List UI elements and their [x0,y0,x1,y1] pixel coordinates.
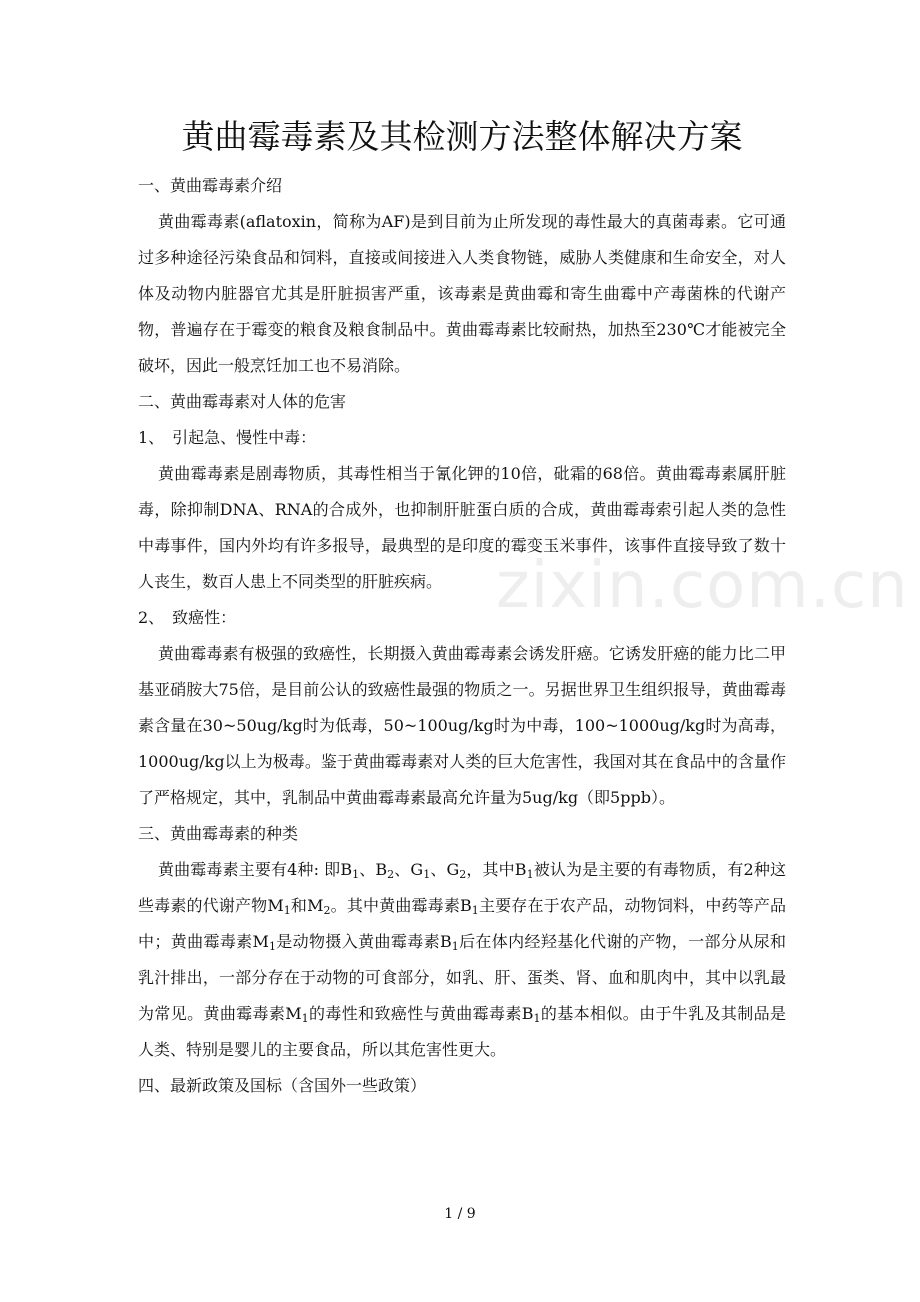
watermark: zixin.com.cn [496,549,909,623]
subscript: 1 [268,940,276,953]
text-run: 是动物摄入黄曲霉毒素B [275,932,452,951]
section-heading-types: 三、黄曲霉毒素的种类 [138,824,299,843]
subscript: 1 [526,868,534,881]
text-run: 。其中黄曲霉毒素B [330,896,472,915]
section-heading-policy: 四、最新政策及国标（含国外一些政策） [138,1076,427,1095]
text-run: 、G [430,860,460,879]
page-number: 1 / 9 [444,1206,476,1222]
paragraph-intro: 黄曲霉毒素(aflatoxin，简称为AF)是到目前为止所发现的毒性最大的真菌毒素。它可通过多种途径污染食品和饲料，直接或间接进入人类食物链，威胁人类健康和生命安全，对人体及动物内脏器官尤其是肝脏损害严重，该毒素是黄曲霉和寄生曲霉中产毒菌株的代谢产物，普遍存在于霉变的粮食及粮食制品中。黄曲霉毒素比较耐热，加热至230℃才能被完全破坏，因此一般烹饪加工也不易消除。 [138,212,786,375]
subscript: 1 [471,904,479,917]
subheading-carcinogenicity: 2、 致癌性： [138,608,237,627]
subscript: 1 [533,1012,541,1025]
text-run: 被认为是主要的有毒物质，有2种这些毒素的代谢产物M [138,860,786,915]
text-run: 的毒性和致癌性与黄曲霉毒素B [308,1004,534,1023]
text-run: 主要存在于农产品，动物饲料，中药等产品中；黄曲霉毒素M [138,896,787,951]
text-run: ，其中B [466,860,527,879]
subscript: 1 [283,904,291,917]
section-heading-intro: 一、黄曲霉毒素介绍 [138,176,283,195]
subscript: 2 [459,868,467,881]
document-title: 黄曲霉毒素及其检测方法整体解决方案 [181,117,743,156]
subscript: 1 [301,1012,309,1025]
subscript: 2 [323,904,331,917]
subscript: 1 [451,940,459,953]
text-run: 和M [290,896,324,915]
subscript: 1 [423,868,431,881]
text-run: 后在体内经羟基化代谢的产物，一部分从尿和乳汁排出，一部分存在于动物的可食部分，如乳、肝、蛋类、肾、血和肌肉中，其中以乳最为常见。黄曲霉毒素M [138,932,786,1023]
subscript: 2 [387,868,395,881]
subheading-poisoning: 1、 引起急、慢性中毒： [138,428,317,447]
section-heading-harm: 二、黄曲霉毒素对人体的危害 [138,392,347,411]
paragraph-carcinogenicity: 黄曲霉毒素有极强的致癌性，长期摄入黄曲霉毒素会诱发肝癌。它诱发肝癌的能力比二甲基亚硝胺大75倍，是目前公认的致癌性最强的物质之一。另据世界卫生组织报导，黄曲霉毒素含量在30~50ug/kg时为低毒，50~100ug/kg时为中毒，100~1000ug/kg时为高毒，1000ug/kg以上为极毒。鉴于黄曲霉毒素对人类的巨大危害性，我国对其在食品中的含量作了严格规定，其中，乳制品中黄曲霉毒素最高允许量为5ug/kg（即5ppb）。 [138,644,786,807]
text-run: 黄曲霉毒素主要有4种: 即B [158,860,353,879]
subscript: 1 [352,868,360,881]
text-run: 、B [359,860,388,879]
paragraph-types [138,852,786,1068]
text-run: 、G [394,860,424,879]
paragraph-poisoning: 黄曲霉毒素是剧毒物质，其毒性相当于氰化钾的10倍，砒霜的68倍。黄曲霉毒素属肝脏毒，除抑制DNA、RNA的合成外，也抑制肝脏蛋白质的合成，黄曲霉毒索引起人类的急性中毒事件，国内外均有许多报导，最典型的是印度的霉变玉米事件，该事件直接导致了数十人丧生，数百人患上不同类型的肝脏疾病。 [138,464,786,591]
text-run: 的基本相似。由于牛乳及其制品是人类、特别是婴儿的主要食品，所以其危害性更大。 [138,1004,786,1059]
document-content [138,112,786,1104]
